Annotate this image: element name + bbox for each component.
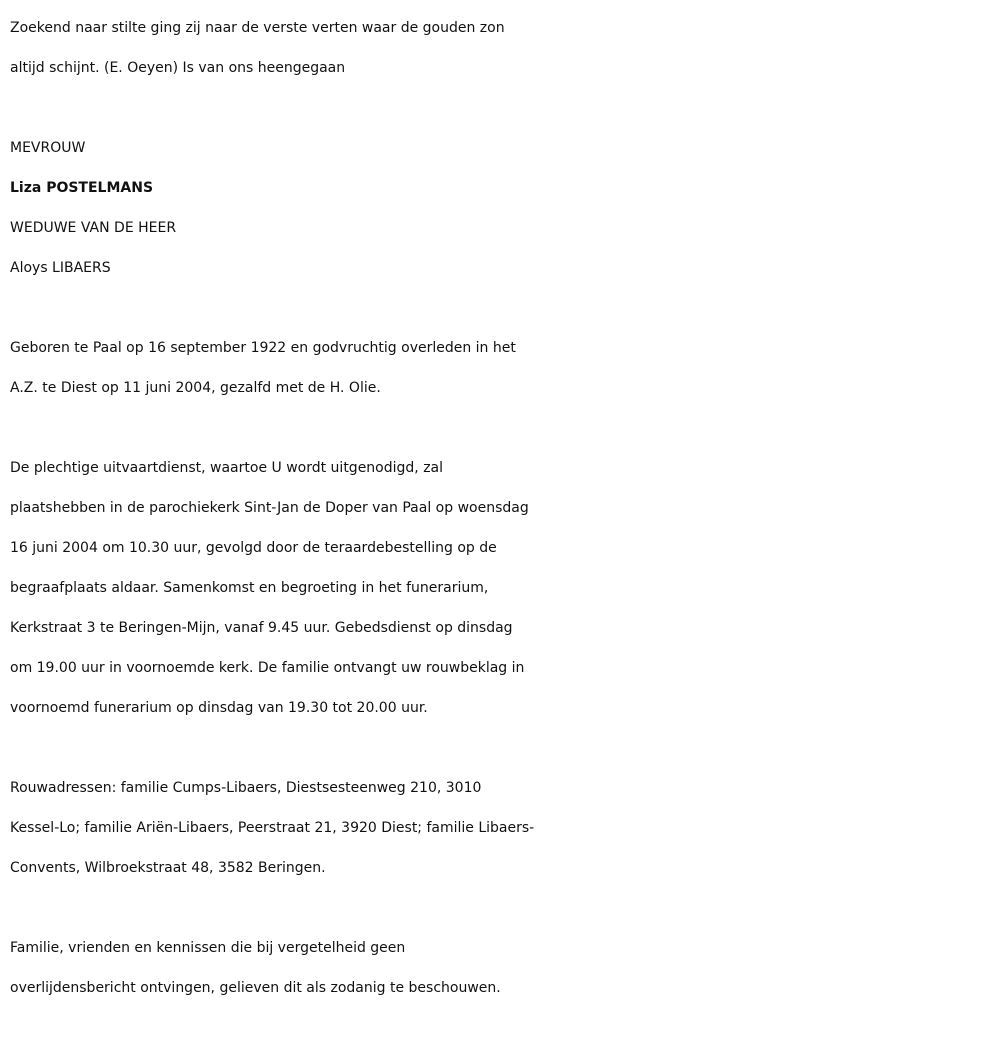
intro-line-2: altijd schijnt. (E. Oeyen) Is van ons heengegaan: [10, 60, 346, 76]
spacer: [10, 408, 998, 448]
intro-quote: [10, 8, 998, 88]
funeral-line-3: 16 juni 2004 om 10.30 uur, gevolgd door de teraardebestelling op de: [10, 540, 497, 556]
birth-death-line-1: Geboren te Paal op 16 september 1922 en godvruchtig overleden in het: [10, 340, 516, 356]
funeral-line-6: om 19.00 uur in voornoemde kerk. De familie ontvangt uw rouwbeklag in: [10, 660, 525, 676]
spacer: [10, 888, 998, 928]
funeral-line-7: voornoemd funerarium op dinsdag van 19.30 tot 20.00 uur.: [10, 700, 428, 716]
spacer: [10, 88, 998, 128]
deceased-block: [10, 128, 998, 288]
closing-paragraph: [10, 928, 998, 1008]
deceased-name: Liza POSTELMANS: [10, 180, 154, 196]
spacer: [10, 288, 998, 328]
addresses-line-2: Kessel-Lo; familie Ariën-Libaers, Peerstraat 21, 3920 Diest; familie Libaers-: [10, 820, 535, 836]
addresses-line-3: Convents, Wilbroekstraat 48, 3582 Beringen.: [10, 860, 326, 876]
funeral-line-1: De plechtige uitvaartdienst, waartoe U wordt uitgenodigd, zal: [10, 460, 444, 476]
intro-line-1: Zoekend naar stilte ging zij naar de verste verten waar de gouden zon: [10, 20, 505, 36]
funeral-line-5: Kerkstraat 3 te Beringen-Mijn, vanaf 9.45 uur. Gebedsdienst op dinsdag: [10, 620, 513, 636]
deceased-relation: WEDUWE VAN DE HEER: [10, 220, 177, 236]
closing-line-2: overlijdensbericht ontvingen, gelieven dit als zodanig te beschouwen.: [10, 980, 501, 996]
funeral-paragraph: [10, 448, 998, 728]
funeral-line-4: begraafplaats aldaar. Samenkomst en begroeting in het funerarium,: [10, 580, 489, 596]
funeral-line-2: plaatshebben in de parochiekerk Sint-Jan de Doper van Paal op woensdag: [10, 500, 529, 516]
obituary-document: [10, 8, 998, 1008]
birth-death-line-2: A.Z. te Diest op 11 juni 2004, gezalfd met de H. Olie.: [10, 380, 381, 396]
birth-death-paragraph: [10, 328, 998, 408]
deceased-title: MEVROUW: [10, 140, 86, 156]
closing-line-1: Familie, vrienden en kennissen die bij vergetelheid geen: [10, 940, 406, 956]
spacer: [10, 728, 998, 768]
addresses-line-1: Rouwadressen: familie Cumps-Libaers, Diestsesteenweg 210, 3010: [10, 780, 482, 796]
deceased-spouse: Aloys LIBAERS: [10, 260, 111, 276]
addresses-paragraph: [10, 768, 998, 888]
